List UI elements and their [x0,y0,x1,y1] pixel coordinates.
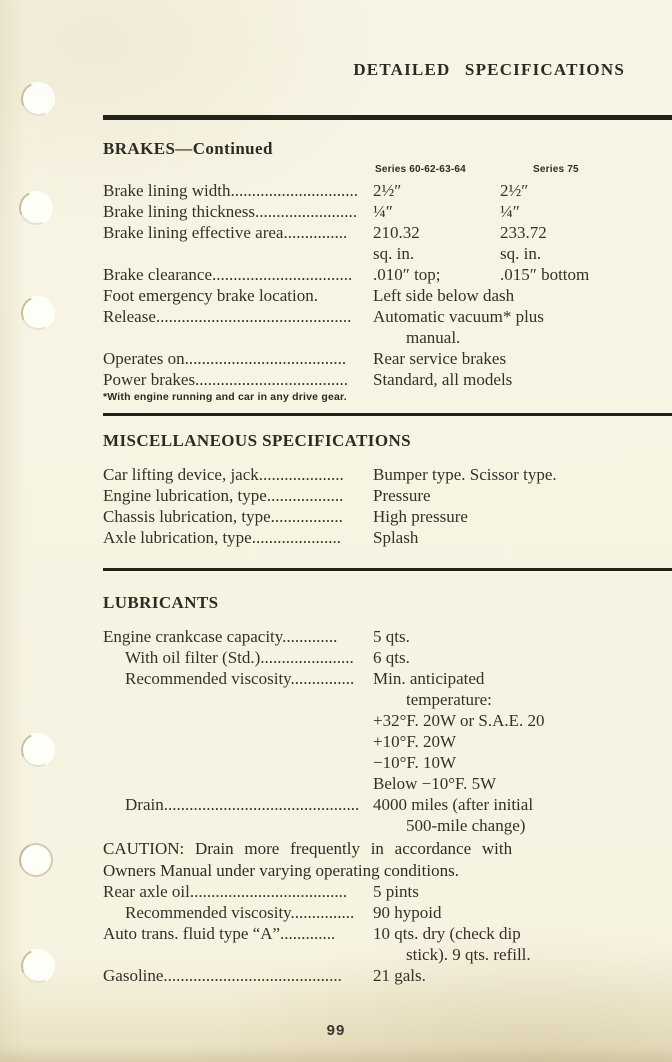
spec-value: temperature: [406,690,492,709]
spec-label: Engine crankcase capacity............. [103,627,338,646]
spec-row [103,794,654,815]
spec-value: stick). 9 qts. refill. [406,945,531,964]
spec-label: Brake lining width.............................. [103,181,358,200]
spec-row [103,902,654,923]
spec-value-series-75: sq. in. [500,244,542,263]
spec-row [103,668,654,689]
spec-row [103,243,654,264]
spec-value-series-75: 2½″ [500,181,529,200]
spec-value: Below −10°F. 5W [373,774,497,793]
spec-row [103,965,654,986]
punch-hole-mark [16,728,60,772]
series-column-headers [103,160,654,180]
page-header-title: DETAILED SPECIFICATIONS [353,60,625,79]
spec-value: Bumper type. Scissor type. [373,465,557,484]
spec-value: Pressure [373,486,431,505]
spec-row [103,201,654,222]
spec-value-series-60-62-63-64: ¼″ [373,202,393,221]
brakes-section [103,138,654,403]
section-rule [103,413,672,416]
spec-label: Brake lining thickness........................ [103,202,358,221]
spec-label: Brake clearance................................. [103,265,353,284]
spec-label: Engine lubrication, type.................. [103,486,344,505]
spec-label: Car lifting device, jack.................... [103,465,344,484]
spec-row [103,348,654,369]
spec-row [103,306,654,327]
caution-line: CAUTION: Drain more frequently in accordance with [103,839,513,858]
spec-value: +32°F. 20W or S.A.E. 20 [373,711,545,730]
lubricants-spec-rows [103,881,654,986]
spec-value: 5 qts. [373,627,410,646]
spec-row [103,626,654,647]
lubricants-spec-rows [103,626,654,836]
spec-value: Min. anticipated [373,669,485,688]
spec-label: Chassis lubrication, type................. [103,507,343,526]
spec-value: Standard, all models [373,370,513,389]
series-75-column-header: Series 75 [533,164,579,175]
spec-value: Automatic vacuum* plus [373,307,544,326]
section-heading-miscellaneous: MISCELLANEOUS SPECIFICATIONS [103,431,411,450]
spec-label: Recommended viscosity............... [125,669,355,688]
spec-row [103,369,654,390]
series-60-62-63-64-column-header: Series 60-62-63-64 [375,164,466,175]
spec-label: Release.............................................. [103,307,352,326]
punch-hole-mark [14,186,58,230]
spec-row [103,773,654,794]
spec-value-series-60-62-63-64: sq. in. [373,244,415,263]
spec-label: Power brakes.................................... [103,370,349,389]
spec-label: Foot emergency brake location. [103,286,318,305]
header-rule [103,115,672,120]
spec-row [103,944,654,965]
spec-row [103,710,654,731]
spec-row [103,689,654,710]
spec-row [103,485,654,506]
spec-value: 5 pints [373,882,419,901]
spec-label: Operates on...................................... [103,349,347,368]
spec-row [103,527,654,548]
spec-label: Recommended viscosity............... [125,903,355,922]
paper-bottom-edge [0,1046,672,1062]
spec-value-series-75: 233.72 [500,223,547,242]
spec-label [103,243,373,264]
spec-value: Splash [373,528,419,547]
spec-value: Rear service brakes [373,349,507,368]
spec-row [103,264,654,285]
spec-value-series-75: ¼″ [500,202,520,221]
spec-row [103,815,654,836]
spec-value-series-75: .015″ bottom [500,265,590,284]
spec-value-series-60-62-63-64: 210.32 [373,223,420,242]
punch-hole-mark [16,291,60,335]
spec-label: Axle lubrication, type..................... [103,528,341,547]
spec-value: 90 hypoid [373,903,442,922]
spec-row [103,881,654,902]
spec-value: 500-mile change) [406,816,526,835]
brakes-spec-rows [103,180,654,390]
spec-row [103,752,654,773]
spec-row [103,327,654,348]
section-rule [103,568,672,571]
spec-value-series-60-62-63-64: 2½″ [373,181,402,200]
spec-label: Auto trans. fluid type “A”............. [103,924,336,943]
miscellaneous-spec-rows [103,464,654,548]
spec-label: Brake lining effective area............... [103,223,348,242]
section-heading-lubricants: LUBRICANTS [103,593,219,612]
spec-value: 10 qts. dry (check dip [373,924,521,943]
punch-hole-mark [16,77,60,121]
spec-value: 4000 miles (after initial [373,795,534,814]
lubricants-section [103,592,654,986]
section-heading-brakes: BRAKES—Continued [103,139,273,158]
spec-row [103,180,654,201]
caution-line: Owners Manual under varying operating conditions. [103,860,459,880]
spec-label: Gasoline.......................................... [103,966,342,985]
page-number: 99 [326,1022,346,1039]
brakes-footnote: *With engine running and car in any drive gear. [103,391,347,403]
spec-row [103,222,654,243]
spec-row [103,464,654,485]
spec-row [103,285,654,306]
spec-row [103,731,654,752]
spec-label: Drain.............................................. [125,795,360,814]
punch-hole-mark [16,944,60,988]
spec-row [103,506,654,527]
spec-value-series-60-62-63-64: .010″ top; [373,265,441,284]
spec-value: manual. [406,328,461,347]
spec-value: 6 qts. [373,648,410,667]
spec-value: Left side below dash [373,286,515,305]
spec-row [103,923,654,944]
spec-value: −10°F. 10W [373,753,457,772]
spec-label: With oil filter (Std.)...................... [125,648,354,667]
spec-value: High pressure [373,507,468,526]
miscellaneous-section [103,430,654,548]
spec-value: +10°F. 20W [373,732,457,751]
punch-hole-mark [14,838,58,882]
spec-value: 21 gals. [373,966,426,985]
spec-row [103,647,654,668]
spec-label: Rear axle oil..................................... [103,882,348,901]
caution-note [103,838,575,881]
